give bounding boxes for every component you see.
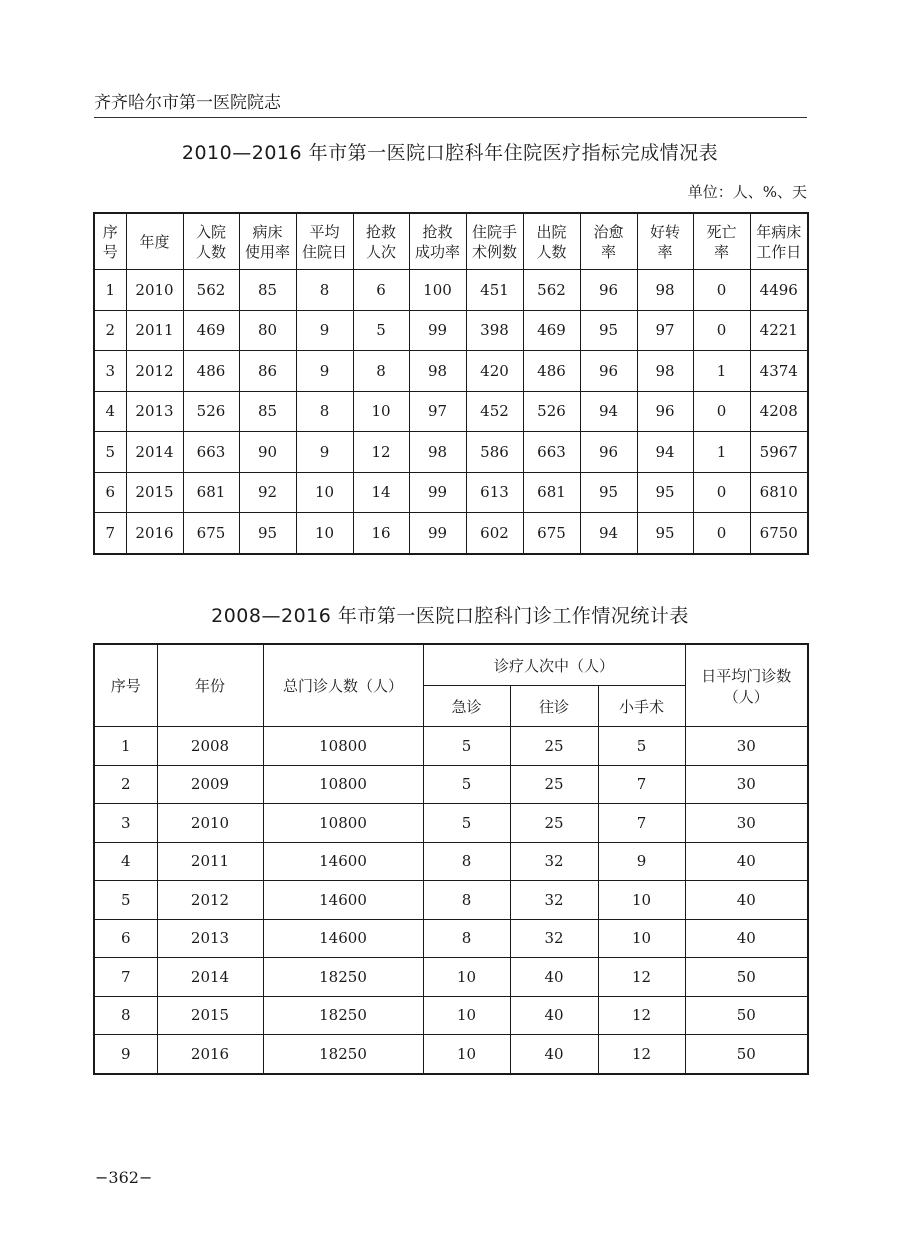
table1-cell: 5 — [94, 432, 126, 473]
table2-cell: 10800 — [263, 727, 423, 766]
header-line: 使用率 — [244, 242, 290, 261]
table1-cell: 94 — [580, 513, 637, 554]
header-line: 入院 — [195, 222, 226, 241]
table2-cell: 3 — [94, 804, 157, 843]
table2-cell: 32 — [510, 919, 598, 958]
header-line: 人数 — [536, 242, 567, 261]
table1-cell: 85 — [239, 270, 296, 311]
table2-cell: 30 — [685, 765, 808, 804]
table2-cell: 14600 — [263, 881, 423, 920]
table1-cell: 9 — [296, 351, 353, 392]
header-line: 率 — [713, 242, 729, 261]
table2-cell: 10 — [598, 919, 685, 958]
table1-cell: 8 — [353, 351, 409, 392]
table1-cell: 97 — [409, 391, 466, 432]
table1-cell: 7 — [94, 513, 126, 554]
table2-cell: 14600 — [263, 919, 423, 958]
table2-cell: 14600 — [263, 842, 423, 881]
table1-cell: 9 — [296, 310, 353, 351]
table2-cell: 2013 — [157, 919, 263, 958]
table1-cell: 420 — [466, 351, 523, 392]
table1-cell: 2012 — [126, 351, 183, 392]
table1-row — [94, 472, 808, 513]
table2-cell: 40 — [685, 881, 808, 920]
table1-cell: 1 — [693, 432, 750, 473]
table1-cell: 95 — [239, 513, 296, 554]
table1-cell: 4 — [94, 391, 126, 432]
table2-cell: 32 — [510, 842, 598, 881]
table1-cell: 6 — [353, 270, 409, 311]
header-line: 人数 — [195, 242, 226, 261]
table1-cell: 98 — [637, 270, 693, 311]
table2-cell: 8 — [94, 996, 157, 1035]
running-header: 齐齐哈尔市第一医院院志 — [94, 93, 281, 113]
table2-cell: 5 — [423, 804, 510, 843]
table2-cell: 18250 — [263, 958, 423, 997]
table1-cell: 663 — [183, 432, 239, 473]
table1-cell: 0 — [693, 270, 750, 311]
col-header-emergency: 急诊 — [423, 686, 510, 727]
table2-cell: 40 — [685, 842, 808, 881]
table1-cell: 10 — [296, 513, 353, 554]
table1-cell: 96 — [580, 432, 637, 473]
table2-row — [94, 919, 808, 958]
header-line: 率 — [657, 242, 673, 261]
table2-cell: 2015 — [157, 996, 263, 1035]
table1-cell: 5 — [353, 310, 409, 351]
table1-cell: 2015 — [126, 472, 183, 513]
col-header-year: 年份 — [157, 644, 263, 727]
table2-cell: 7 — [598, 765, 685, 804]
table1-cell: 97 — [637, 310, 693, 351]
header-line: 平均 — [309, 222, 340, 241]
table1-cell: 95 — [637, 513, 693, 554]
table1-col-header — [239, 213, 296, 270]
table1-cell: 95 — [580, 472, 637, 513]
table1-cell: 0 — [693, 472, 750, 513]
table1-row — [94, 270, 808, 311]
col-header-house-call: 往诊 — [510, 686, 598, 727]
table2-row — [94, 881, 808, 920]
table1-cell: 451 — [466, 270, 523, 311]
header-line: 治愈 — [593, 222, 624, 241]
table1-cell: 0 — [693, 310, 750, 351]
table2-cell: 2011 — [157, 842, 263, 881]
header-line: 死亡 — [706, 222, 737, 241]
table1-cell: 452 — [466, 391, 523, 432]
table1-cell: 586 — [466, 432, 523, 473]
table1-cell: 9 — [296, 432, 353, 473]
table1-cell: 0 — [693, 513, 750, 554]
table2-cell: 2016 — [157, 1035, 263, 1074]
table1-cell: 94 — [580, 391, 637, 432]
table1-cell: 2014 — [126, 432, 183, 473]
table1-cell: 675 — [183, 513, 239, 554]
header-line: 率 — [600, 242, 616, 261]
table1-col-header — [523, 213, 580, 270]
header-line: 序 — [102, 222, 118, 241]
table1-cell: 99 — [409, 472, 466, 513]
col-header-daily-avg-line1: 日平均门诊数 — [701, 666, 792, 685]
table1-cell: 3 — [94, 351, 126, 392]
table2-cell: 40 — [510, 996, 598, 1035]
table2-cell: 5 — [598, 727, 685, 766]
table1-cell: 86 — [239, 351, 296, 392]
header-line: 年病床 — [756, 222, 802, 241]
table1-cell: 95 — [580, 310, 637, 351]
table2-cell: 50 — [685, 1035, 808, 1074]
table1-cell: 486 — [183, 351, 239, 392]
table2-cell: 2010 — [157, 804, 263, 843]
table1-title: 2010—2016 年市第一医院口腔科年住院医疗指标完成情况表 — [181, 142, 719, 164]
table1-cell: 602 — [466, 513, 523, 554]
header-line: 成功率 — [414, 242, 460, 261]
table1-row — [94, 351, 808, 392]
table1-unit: 单位：人、%、天 — [687, 183, 807, 201]
table1-cell: 2016 — [126, 513, 183, 554]
table2-cell: 10800 — [263, 765, 423, 804]
table1-col-header — [94, 213, 126, 270]
table1-cell: 95 — [637, 472, 693, 513]
table1-cell: 4374 — [750, 351, 808, 392]
table1-cell: 663 — [523, 432, 580, 473]
table1-cell: 99 — [409, 310, 466, 351]
table2-row — [94, 1035, 808, 1074]
table2-cell: 8 — [423, 919, 510, 958]
table2-cell: 50 — [685, 996, 808, 1035]
table1-cell: 526 — [183, 391, 239, 432]
outpatient-work-table — [93, 643, 809, 1075]
header-line: 术例数 — [471, 242, 517, 261]
header-line: 抢救 — [422, 222, 453, 241]
table1-cell: 2 — [94, 310, 126, 351]
table2-cell: 10 — [598, 881, 685, 920]
table1-cell: 1 — [693, 351, 750, 392]
table2-title: 2008—2016 年市第一医院口腔科门诊工作情况统计表 — [211, 605, 689, 627]
table1-col-header — [466, 213, 523, 270]
header-line: 人次 — [365, 242, 396, 261]
header-line: 住院手 — [471, 222, 517, 241]
header-line: 抢救 — [365, 222, 396, 241]
table1-col-header — [580, 213, 637, 270]
table1-cell: 398 — [466, 310, 523, 351]
col-header-daily-avg — [685, 644, 808, 727]
inpatient-indicator-table — [93, 212, 809, 555]
table2-row — [94, 958, 808, 997]
col-header-daily-avg-line2: （人） — [723, 687, 769, 706]
table2-cell: 2008 — [157, 727, 263, 766]
table1-col-header — [750, 213, 808, 270]
table1-cell: 0 — [693, 391, 750, 432]
table2-cell: 10 — [423, 996, 510, 1035]
table2-cell: 25 — [510, 804, 598, 843]
table1-cell: 8 — [296, 391, 353, 432]
table1-cell: 2011 — [126, 310, 183, 351]
table1-cell: 486 — [523, 351, 580, 392]
table1-cell: 96 — [580, 351, 637, 392]
table2-cell: 10800 — [263, 804, 423, 843]
table1-cell: 5967 — [750, 432, 808, 473]
table2-cell: 2012 — [157, 881, 263, 920]
table2-cell: 12 — [598, 996, 685, 1035]
table1-cell: 90 — [239, 432, 296, 473]
table2-cell: 4 — [94, 842, 157, 881]
table2-cell: 40 — [685, 919, 808, 958]
table1-col-header — [637, 213, 693, 270]
table1-cell: 98 — [409, 432, 466, 473]
table1-cell: 99 — [409, 513, 466, 554]
table1-cell: 96 — [580, 270, 637, 311]
table2-cell: 40 — [510, 1035, 598, 1074]
table1-cell: 6 — [94, 472, 126, 513]
table2-cell: 9 — [598, 842, 685, 881]
table1-cell: 469 — [523, 310, 580, 351]
table2-cell: 2 — [94, 765, 157, 804]
table1-row — [94, 310, 808, 351]
table1-col-header — [296, 213, 353, 270]
table1-col-header — [693, 213, 750, 270]
table1-col-header — [409, 213, 466, 270]
col-header-minor-surgery: 小手术 — [598, 686, 685, 727]
table2-row — [94, 842, 808, 881]
table2-cell: 1 — [94, 727, 157, 766]
table1-cell: 2013 — [126, 391, 183, 432]
table1-cell: 2010 — [126, 270, 183, 311]
table1-col-header — [183, 213, 239, 270]
table1-cell: 6810 — [750, 472, 808, 513]
table2-cell: 18250 — [263, 1035, 423, 1074]
table2-row — [94, 765, 808, 804]
table1-cell: 4496 — [750, 270, 808, 311]
col-header-seq: 序号 — [94, 644, 157, 727]
table1-cell: 12 — [353, 432, 409, 473]
table2-cell: 7 — [598, 804, 685, 843]
table2-cell: 12 — [598, 1035, 685, 1074]
table1-cell: 80 — [239, 310, 296, 351]
table1-cell: 562 — [523, 270, 580, 311]
table2-header-row — [94, 644, 808, 686]
table2-cell: 50 — [685, 958, 808, 997]
table1-cell: 681 — [183, 472, 239, 513]
table1-cell: 469 — [183, 310, 239, 351]
page-number: −362− — [95, 1168, 153, 1187]
table1-cell: 14 — [353, 472, 409, 513]
table1-cell: 562 — [183, 270, 239, 311]
table1-col-header — [353, 213, 409, 270]
table1-cell: 10 — [353, 391, 409, 432]
table1-cell: 92 — [239, 472, 296, 513]
table2-cell: 9 — [94, 1035, 157, 1074]
table2-cell: 40 — [510, 958, 598, 997]
col-header-total: 总门诊人数（人） — [263, 644, 423, 727]
table1-row — [94, 513, 808, 554]
table1-cell: 613 — [466, 472, 523, 513]
header-rule — [94, 117, 807, 118]
table1-header-row — [94, 213, 808, 270]
header-line: 病床 — [252, 222, 283, 241]
table2-cell: 30 — [685, 727, 808, 766]
table1-cell: 675 — [523, 513, 580, 554]
header-line: 住院日 — [301, 242, 347, 261]
header-line: 工作日 — [756, 242, 802, 261]
table2-cell: 5 — [94, 881, 157, 920]
header-line: 号 — [102, 242, 118, 261]
table2-cell: 2009 — [157, 765, 263, 804]
table1-cell: 4221 — [750, 310, 808, 351]
table1-cell: 100 — [409, 270, 466, 311]
table1-cell: 526 — [523, 391, 580, 432]
table1-row — [94, 432, 808, 473]
table1-cell: 94 — [637, 432, 693, 473]
table2-cell: 5 — [423, 727, 510, 766]
table1-cell: 98 — [409, 351, 466, 392]
table1-cell: 16 — [353, 513, 409, 554]
table1-cell: 10 — [296, 472, 353, 513]
table1-row — [94, 391, 808, 432]
header-line: 好转 — [649, 222, 680, 241]
table2-cell: 30 — [685, 804, 808, 843]
table2-cell: 5 — [423, 765, 510, 804]
table1-cell: 1 — [94, 270, 126, 311]
table1-col-header — [126, 213, 183, 270]
table2-cell: 10 — [423, 1035, 510, 1074]
table2-cell: 7 — [94, 958, 157, 997]
table1-cell: 6750 — [750, 513, 808, 554]
header-line: 年度 — [139, 232, 170, 251]
table2-cell: 18250 — [263, 996, 423, 1035]
table2-cell: 8 — [423, 881, 510, 920]
table2-cell: 32 — [510, 881, 598, 920]
table2-cell: 6 — [94, 919, 157, 958]
table1-cell: 4208 — [750, 391, 808, 432]
table1-cell: 96 — [637, 391, 693, 432]
table2-cell: 12 — [598, 958, 685, 997]
table2-row — [94, 804, 808, 843]
col-header-group: 诊疗人次中（人） — [423, 644, 685, 686]
header-line: 出院 — [536, 222, 567, 241]
table1-cell: 8 — [296, 270, 353, 311]
table2-cell: 2014 — [157, 958, 263, 997]
table1-cell: 85 — [239, 391, 296, 432]
table2-row — [94, 996, 808, 1035]
table1-cell: 681 — [523, 472, 580, 513]
table1-cell: 98 — [637, 351, 693, 392]
table2-cell: 25 — [510, 765, 598, 804]
table2-row — [94, 727, 808, 766]
table2-cell: 8 — [423, 842, 510, 881]
table2-cell: 25 — [510, 727, 598, 766]
table2-cell: 10 — [423, 958, 510, 997]
